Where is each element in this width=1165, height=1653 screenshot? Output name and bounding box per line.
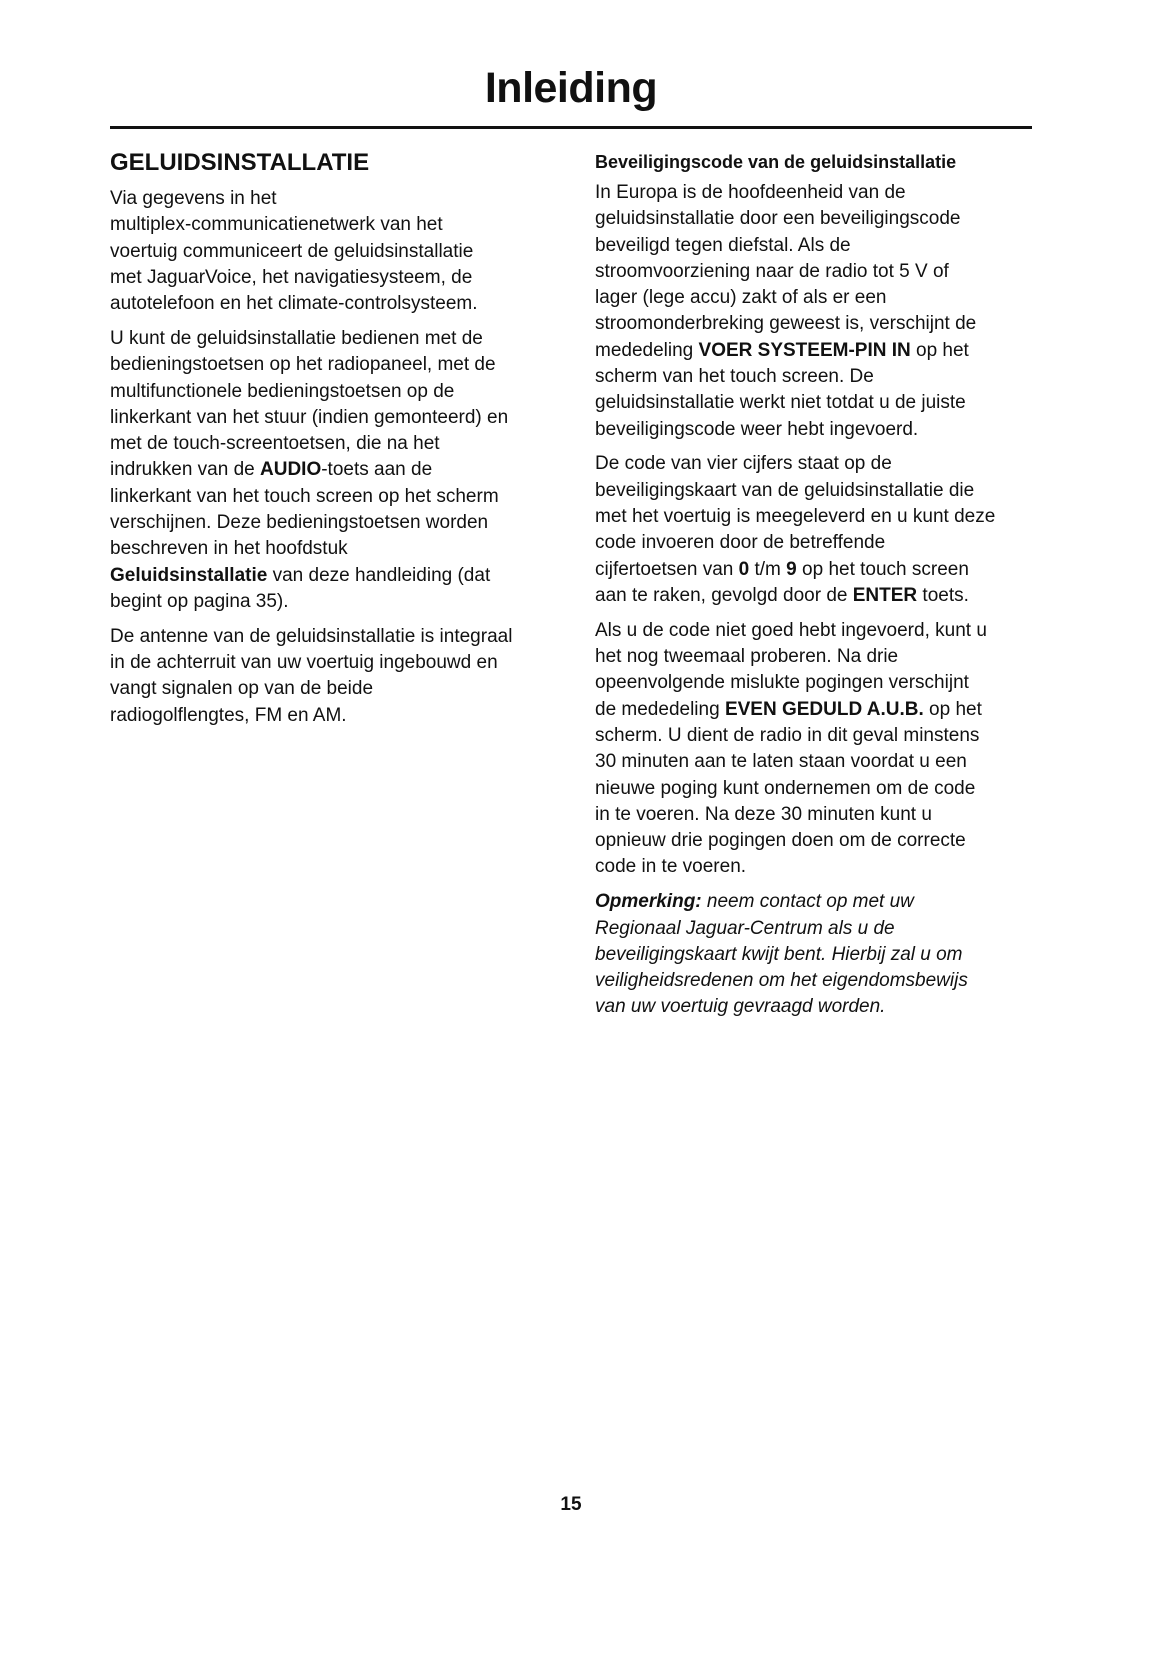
text-run: neem contact op met uw: [701, 891, 914, 913]
text-line: [595, 504, 1045, 530]
paragraph: [110, 326, 560, 615]
text-run: Als u de code niet goed hebt ingevoerd, kunt u: [595, 619, 987, 641]
text-run: op het: [923, 698, 982, 720]
text-run: multifunctionele bedieningstoetsen op de: [110, 380, 455, 402]
text-line: [110, 379, 560, 405]
paragraph: [595, 618, 1045, 881]
text-line: [595, 259, 1045, 285]
text-run: vangt signalen op van de beide: [110, 678, 374, 700]
paragraph: [595, 180, 1045, 443]
text-run: 30 minuten aan te laten staan voordat u een: [595, 751, 967, 773]
text-run: het nog tweemaal proberen. Na drie: [595, 646, 899, 668]
text-run: lager (lege accu) zakt of als er een: [595, 287, 887, 309]
right-column: [595, 149, 1045, 1029]
text-line: [595, 697, 1045, 723]
text-run: indrukken van de: [110, 459, 260, 481]
text-run: met het voertuig is meegeleverd en u kunt deze: [595, 506, 996, 528]
text-run: in de achterruit van uw voertuig ingebouwd en: [110, 652, 498, 674]
text-line: [595, 749, 1045, 775]
text-run: scherm van het touch screen. De: [595, 366, 874, 388]
text-run: De code van vier cijfers staat op de: [595, 453, 892, 475]
text-run: code invoeren door de betreffende: [595, 532, 886, 554]
text-run: toets.: [917, 584, 969, 606]
text-run: linkerkant van het stuur (indien gemonteerd) en: [110, 406, 509, 428]
text-line: [110, 650, 560, 676]
text-run: U kunt de geluidsinstallatie bedienen met de: [110, 327, 483, 349]
bold-text: AUDIO: [260, 459, 322, 481]
text-line: [595, 451, 1045, 477]
text-run: veiligheidsredenen om het eigendomsbewijs: [595, 970, 968, 992]
text-run: geluidsinstallatie werkt niet totdat u de juiste: [595, 392, 966, 414]
page-title: Inleiding: [484, 64, 658, 112]
bold-text: 9: [786, 558, 797, 580]
text-line: [595, 364, 1045, 390]
text-run: autotelefoon en het climate-controlsysteem.: [110, 293, 478, 315]
body-text: [110, 186, 560, 729]
text-line: [595, 618, 1045, 644]
text-run: beveiligd tegen diefstal. Als de: [595, 234, 851, 256]
text-line: [595, 390, 1045, 416]
text-line: [595, 206, 1045, 232]
text-run: opnieuw drie pogingen doen om de correcte: [595, 830, 966, 852]
text-run: multiplex-communicatienetwerk van het: [110, 214, 443, 236]
text-run: Regionaal Jaguar-Centrum als u de: [595, 917, 895, 939]
text-line: [110, 510, 560, 536]
section-heading: GELUIDSINSTALLATIE: [110, 149, 370, 176]
text-line: [110, 563, 560, 589]
text-run: de mededeling: [595, 698, 725, 720]
text-line: [595, 828, 1045, 854]
text-run: beveiligingskaart kwijt bent. Hierbij zal u om: [595, 943, 963, 965]
text-line: [595, 557, 1045, 583]
text-run: met de touch-screentoetsen, die na het: [110, 433, 440, 455]
text-line: [595, 478, 1045, 504]
header-divider: [110, 126, 1032, 129]
text-run: scherm. U dient de radio in dit geval minstens: [595, 724, 980, 746]
text-run: op het: [910, 339, 969, 361]
text-line: [595, 285, 1045, 311]
text-run: begint op pagina 35).: [110, 590, 289, 612]
text-run: verschijnen. Deze bedieningstoetsen worden: [110, 512, 489, 534]
text-run: opeenvolgende mislukte pogingen verschijnt: [595, 672, 969, 694]
text-run: beveiligingskaart van de geluidsinstallatie die: [595, 479, 975, 501]
text-run: De antenne van de geluidsinstallatie is integraal: [110, 625, 513, 647]
text-line: [110, 212, 560, 238]
paragraph: [595, 451, 1045, 609]
text-line: [595, 889, 1045, 915]
text-line: [595, 180, 1045, 206]
text-line: [110, 484, 560, 510]
text-line: [595, 644, 1045, 670]
text-line: [110, 676, 560, 702]
text-line: [110, 624, 560, 650]
text-run: radiogolflengtes, FM en AM.: [110, 704, 347, 726]
paragraph: [110, 186, 560, 317]
text-line: [595, 968, 1045, 994]
bold-text: ENTER: [852, 584, 918, 606]
text-line: [110, 291, 560, 317]
text-line: [595, 233, 1045, 259]
text-run: nieuwe poging kunt ondernemen om de code: [595, 777, 976, 799]
bold-text: VOER SYSTEEM-PIN IN: [698, 339, 911, 361]
text-line: [110, 536, 560, 562]
text-line: [595, 311, 1045, 337]
text-run: van deze handleiding (dat: [267, 564, 491, 586]
text-line: [110, 352, 560, 378]
text-run: t/m: [749, 558, 787, 580]
text-run: In Europa is de hoofdeenheid van de: [595, 182, 906, 203]
text-line: [110, 457, 560, 483]
text-line: [110, 186, 560, 212]
text-run: beveiligingscode weer hebt ingevoerd.: [595, 418, 919, 440]
text-line: [595, 942, 1045, 968]
bold-text: Geluidsinstallatie: [110, 564, 268, 586]
bold-text: 0: [738, 558, 750, 580]
text-run: stroomonderbreking geweest is, verschijnt de: [595, 313, 977, 335]
text-line: [595, 530, 1045, 556]
text-line: [110, 431, 560, 457]
text-run: code in te voeren.: [595, 856, 747, 878]
text-run: geluidsinstallatie door een beveiligingscode: [595, 208, 961, 230]
text-line: [595, 583, 1045, 609]
note-paragraph: [595, 889, 1045, 1020]
text-line: [595, 854, 1045, 880]
text-line: [110, 265, 560, 291]
text-line: [595, 417, 1045, 443]
text-run: beschreven in het hoofdstuk: [110, 538, 348, 560]
text-line: [595, 670, 1045, 696]
bold-text: Opmerking:: [595, 891, 702, 913]
text-run: voertuig communiceert de geluidsinstallatie: [110, 240, 474, 262]
text-line: [595, 776, 1045, 802]
text-line: [110, 589, 560, 615]
page-number: 15: [560, 1494, 582, 1515]
bold-text: EVEN GEDULD A.U.B.: [724, 698, 924, 720]
text-run: aan te raken, gevolgd door de: [595, 584, 853, 606]
text-run: bedieningstoetsen op het radiopaneel, met de: [110, 354, 496, 376]
paragraph: [110, 624, 560, 729]
text-run: met JaguarVoice, het navigatiesysteem, de: [110, 266, 473, 288]
text-run: in te voeren. Na deze 30 minuten kunt u: [595, 803, 932, 825]
text-line: [595, 338, 1045, 364]
text-line: [110, 239, 560, 265]
text-run: cijfertoetsen van: [595, 558, 739, 580]
subsection-heading: Beveiligingscode van de geluidsinstallatie: [595, 152, 957, 172]
text-line: [595, 802, 1045, 828]
text-run: op het touch screen: [796, 558, 969, 580]
text-run: stroomvoorziening naar de radio tot 5 V of: [595, 260, 949, 282]
text-line: [595, 994, 1045, 1020]
text-line: [595, 916, 1045, 942]
text-run: linkerkant van het touch screen op het scherm: [110, 485, 499, 507]
body-text: [595, 180, 1045, 1021]
text-line: [110, 405, 560, 431]
text-line: [595, 723, 1045, 749]
text-line: [110, 326, 560, 352]
left-column: [110, 149, 560, 737]
text-run: -toets aan de: [321, 459, 433, 481]
text-run: Via gegevens in het: [110, 188, 277, 209]
text-run: van uw voertuig gevraagd worden.: [595, 996, 886, 1018]
text-run: mededeling: [595, 339, 699, 361]
text-line: [110, 703, 560, 729]
